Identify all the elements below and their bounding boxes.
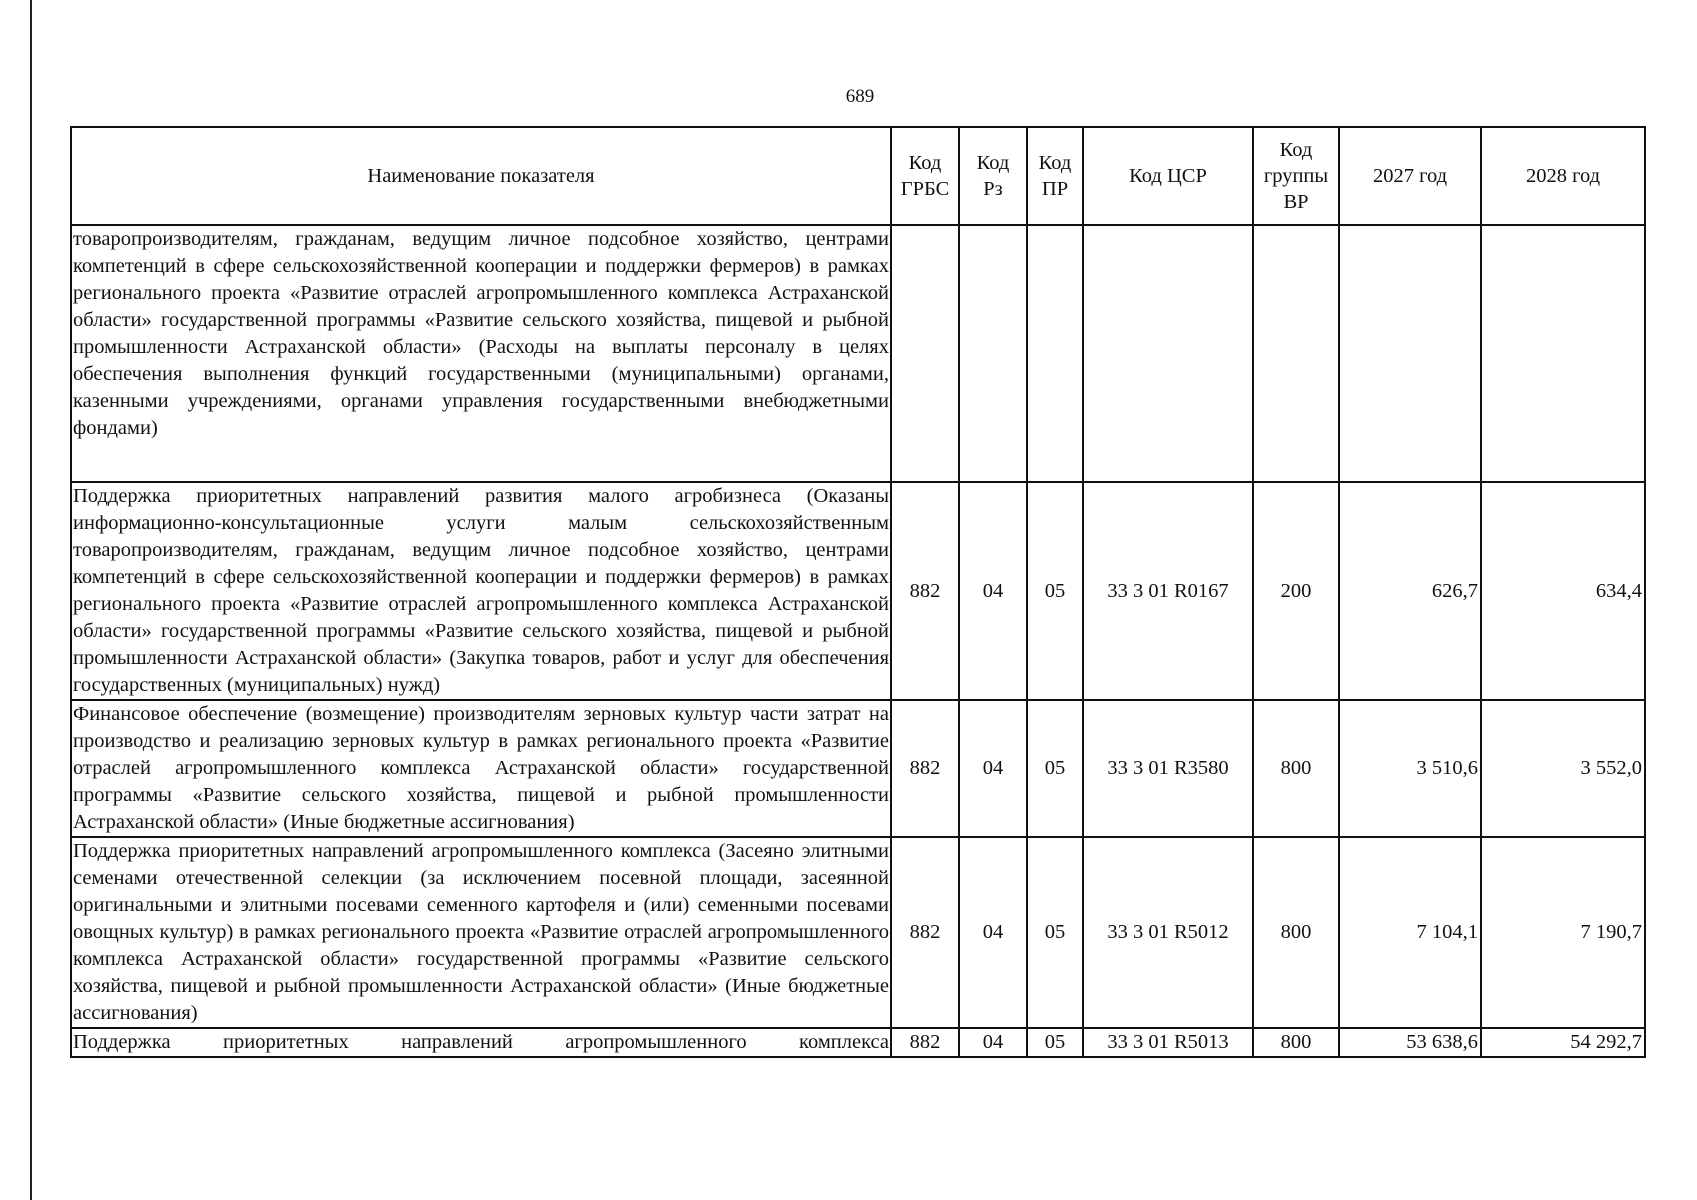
cell-pr: 05 bbox=[1027, 700, 1083, 837]
cell-rz: 04 bbox=[959, 837, 1027, 1028]
cell-rz: 04 bbox=[959, 1028, 1027, 1057]
table-row bbox=[71, 482, 1645, 700]
cell-csr bbox=[1083, 225, 1253, 482]
header-pr-line-2: ПР bbox=[1041, 178, 1069, 200]
header-vr-line-3: ВР bbox=[1283, 191, 1309, 213]
cell-pr: 05 bbox=[1027, 837, 1083, 1028]
cell-vr bbox=[1253, 225, 1339, 482]
cell-csr: 33 3 01 R5013 bbox=[1083, 1028, 1253, 1057]
cell-grbs: 882 bbox=[891, 837, 959, 1028]
cell-2027: 3 510,6 bbox=[1339, 700, 1481, 837]
cell-2028: 7 190,7 bbox=[1481, 837, 1645, 1028]
header-pr bbox=[1027, 127, 1083, 225]
cell-pr bbox=[1027, 225, 1083, 482]
cell-2027: 53 638,6 bbox=[1339, 1028, 1481, 1057]
cell-pr: 05 bbox=[1027, 482, 1083, 700]
cell-grbs bbox=[891, 225, 959, 482]
header-name: Наименование показателя bbox=[71, 127, 891, 225]
header-grbs-line-2: ГРБС bbox=[900, 178, 950, 200]
cell-grbs: 882 bbox=[891, 482, 959, 700]
cell-grbs: 882 bbox=[891, 700, 959, 837]
header-grbs bbox=[891, 127, 959, 225]
header-2028: 2028 год bbox=[1481, 127, 1645, 225]
cell-name: товаропроизводителям, гражданам, ведущим личное подсобное хозяйство, центрами компетенций в сфере сельскохозяйственной кооперации и поддержки фермеров) в рамках регионального проекта «Развитие отраслей агропромышленного комплекса Астраханской области» государственной программы «Развитие сельского хозяйства, пищевой и рыбной промышленности Астраханской области» (Расходы на выплаты персоналу в целях обеспечения выполнения функций государственными (муниципальными) органами, казенными учреждениями, органами управления государственными внебюджетными фондами) bbox=[71, 225, 891, 482]
cell-rz: 04 bbox=[959, 482, 1027, 700]
cell-2028: 634,4 bbox=[1481, 482, 1645, 700]
header-pr-line-1: Код bbox=[1038, 152, 1072, 174]
header-vr-line-1: Код bbox=[1279, 139, 1313, 161]
binding-margin-line bbox=[30, 0, 32, 1200]
header-rz-line-2: Рз bbox=[983, 178, 1003, 200]
header-rz-line-1: Код bbox=[976, 152, 1010, 174]
cell-rz bbox=[959, 225, 1027, 482]
header-2027: 2027 год bbox=[1339, 127, 1481, 225]
cell-grbs: 882 bbox=[891, 1028, 959, 1057]
cell-csr: 33 3 01 R3580 bbox=[1083, 700, 1253, 837]
budget-table bbox=[70, 126, 1646, 1058]
cell-name: Поддержка приоритетных направлений развития малого агробизнеса (Оказаны информационно-консультационные услуги малым сельскохозяйственным товаропроизводителям, гражданам, ведущим личное подсобное хозяйство, центрами компетенций в сфере сельскохозяйственной кооперации и поддержки фермеров) в рамках регионального проекта «Развитие отраслей агропромышленного комплекса Астраханской области» государственной программы «Развитие сельского хозяйства, пищевой и рыбной промышленности Астраханской области» (Закупка товаров, работ и услуг для обеспечения государственных (муниципальных) нужд) bbox=[71, 482, 891, 700]
cell-2028: 54 292,7 bbox=[1481, 1028, 1645, 1057]
cell-pr: 05 bbox=[1027, 1028, 1083, 1057]
table-row bbox=[71, 225, 1645, 482]
cell-2028 bbox=[1481, 225, 1645, 482]
cell-2027: 7 104,1 bbox=[1339, 837, 1481, 1028]
header-rz bbox=[959, 127, 1027, 225]
header-vr-line-2: группы bbox=[1263, 165, 1329, 187]
cell-vr: 800 bbox=[1253, 1028, 1339, 1057]
cell-vr: 200 bbox=[1253, 482, 1339, 700]
page-number: 689 bbox=[845, 86, 875, 107]
cell-vr: 800 bbox=[1253, 700, 1339, 837]
cell-rz: 04 bbox=[959, 700, 1027, 837]
cell-csr: 33 3 01 R5012 bbox=[1083, 837, 1253, 1028]
table-row bbox=[71, 1028, 1645, 1057]
cell-name: Поддержка приоритетных направлений агропромышленного комплекса bbox=[71, 1028, 891, 1057]
table-row bbox=[71, 700, 1645, 837]
header-vr bbox=[1253, 127, 1339, 225]
header-csr: Код ЦСР bbox=[1083, 127, 1253, 225]
cell-vr: 800 bbox=[1253, 837, 1339, 1028]
cell-2027: 626,7 bbox=[1339, 482, 1481, 700]
cell-name: Поддержка приоритетных направлений агропромышленного комплекса (Засеяно элитными семенами отечественной селекции (за исключением посевной площади, засеянной оригинальными и элитными посевами семенного картофеля и (или) семенными посевами овощных культур) в рамках регионального проекта «Развитие отраслей агропромышленного комплекса Астраханской области» государственной программы «Развитие сельского хозяйства, пищевой и рыбной промышленности Астраханской области» (Иные бюджетные ассигнования) bbox=[71, 837, 891, 1028]
cell-name: Финансовое обеспечение (возмещение) производителям зерновых культур части затрат на производство и реализацию зерновых культур в рамках регионального проекта «Развитие отраслей агропромышленного комплекса Астраханской области» государственной программы «Развитие сельского хозяйства, пищевой и рыбной промышленности Астраханской области» (Иные бюджетные ассигнования) bbox=[71, 700, 891, 837]
header-grbs-line-1: Код bbox=[908, 152, 942, 174]
cell-csr: 33 3 01 R0167 bbox=[1083, 482, 1253, 700]
cell-2027 bbox=[1339, 225, 1481, 482]
header-row bbox=[71, 127, 1645, 225]
cell-2028: 3 552,0 bbox=[1481, 700, 1645, 837]
table-row bbox=[71, 837, 1645, 1028]
